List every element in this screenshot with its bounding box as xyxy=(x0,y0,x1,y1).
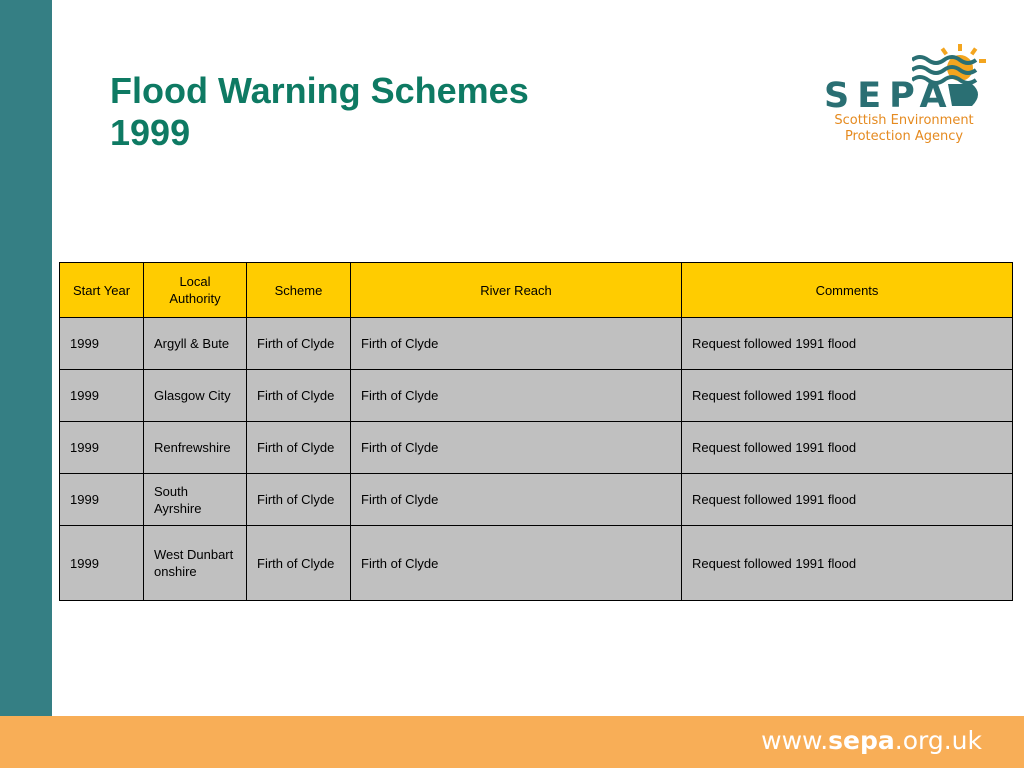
cell-comments: Request followed 1991 flood xyxy=(682,370,1013,422)
title-line-2: 1999 xyxy=(110,112,191,153)
flood-schemes-table xyxy=(59,262,1013,601)
cell-local-authority: Renfrewshire xyxy=(144,422,247,474)
cell-comments: Request followed 1991 flood xyxy=(682,422,1013,474)
cell-start-year: 1999 xyxy=(60,370,144,422)
table-header-row xyxy=(60,263,1013,318)
table-row xyxy=(60,474,1013,526)
cell-scheme: Firth of Clyde xyxy=(247,370,351,422)
side-accent-bar xyxy=(0,0,52,716)
cell-river-reach: Firth of Clyde xyxy=(351,526,682,601)
cell-scheme: Firth of Clyde xyxy=(247,526,351,601)
cell-start-year: 1999 xyxy=(60,318,144,370)
title-line-1: Flood Warning Schemes xyxy=(110,70,529,111)
cell-scheme: Firth of Clyde xyxy=(247,422,351,474)
cell-comments: Request followed 1991 flood xyxy=(682,474,1013,526)
header-local-authority: Local Authority xyxy=(144,263,247,318)
cell-scheme: Firth of Clyde xyxy=(247,474,351,526)
cell-river-reach: Firth of Clyde xyxy=(351,422,682,474)
page-title xyxy=(110,70,529,154)
cell-river-reach: Firth of Clyde xyxy=(351,370,682,422)
cell-local-authority: Glasgow City xyxy=(144,370,247,422)
cell-start-year: 1999 xyxy=(60,474,144,526)
header-river-reach: River Reach xyxy=(351,263,682,318)
cell-river-reach: Firth of Clyde xyxy=(351,318,682,370)
cell-local-authority: Argyll & Bute xyxy=(144,318,247,370)
logo-letters: SEPA xyxy=(824,76,955,116)
cell-comments: Request followed 1991 flood xyxy=(682,526,1013,601)
sepa-logo xyxy=(820,42,990,152)
cell-start-year: 1999 xyxy=(60,526,144,601)
header-start-year: Start Year xyxy=(60,263,144,318)
cell-comments: Request followed 1991 flood xyxy=(682,318,1013,370)
table-row xyxy=(60,318,1013,370)
table-row xyxy=(60,370,1013,422)
cell-scheme: Firth of Clyde xyxy=(247,318,351,370)
table-row xyxy=(60,422,1013,474)
header-comments: Comments xyxy=(682,263,1013,318)
cell-start-year: 1999 xyxy=(60,422,144,474)
cell-local-authority: South Ayrshire xyxy=(144,474,247,526)
cell-river-reach: Firth of Clyde xyxy=(351,474,682,526)
table-row xyxy=(60,526,1013,601)
footer-url[interactable]: www.sepa.org.uk xyxy=(761,726,982,755)
cell-local-authority: West Dunbartonshire xyxy=(144,526,247,601)
header-scheme: Scheme xyxy=(247,263,351,318)
logo-tagline: Scottish Environment Protection Agency xyxy=(834,113,974,144)
